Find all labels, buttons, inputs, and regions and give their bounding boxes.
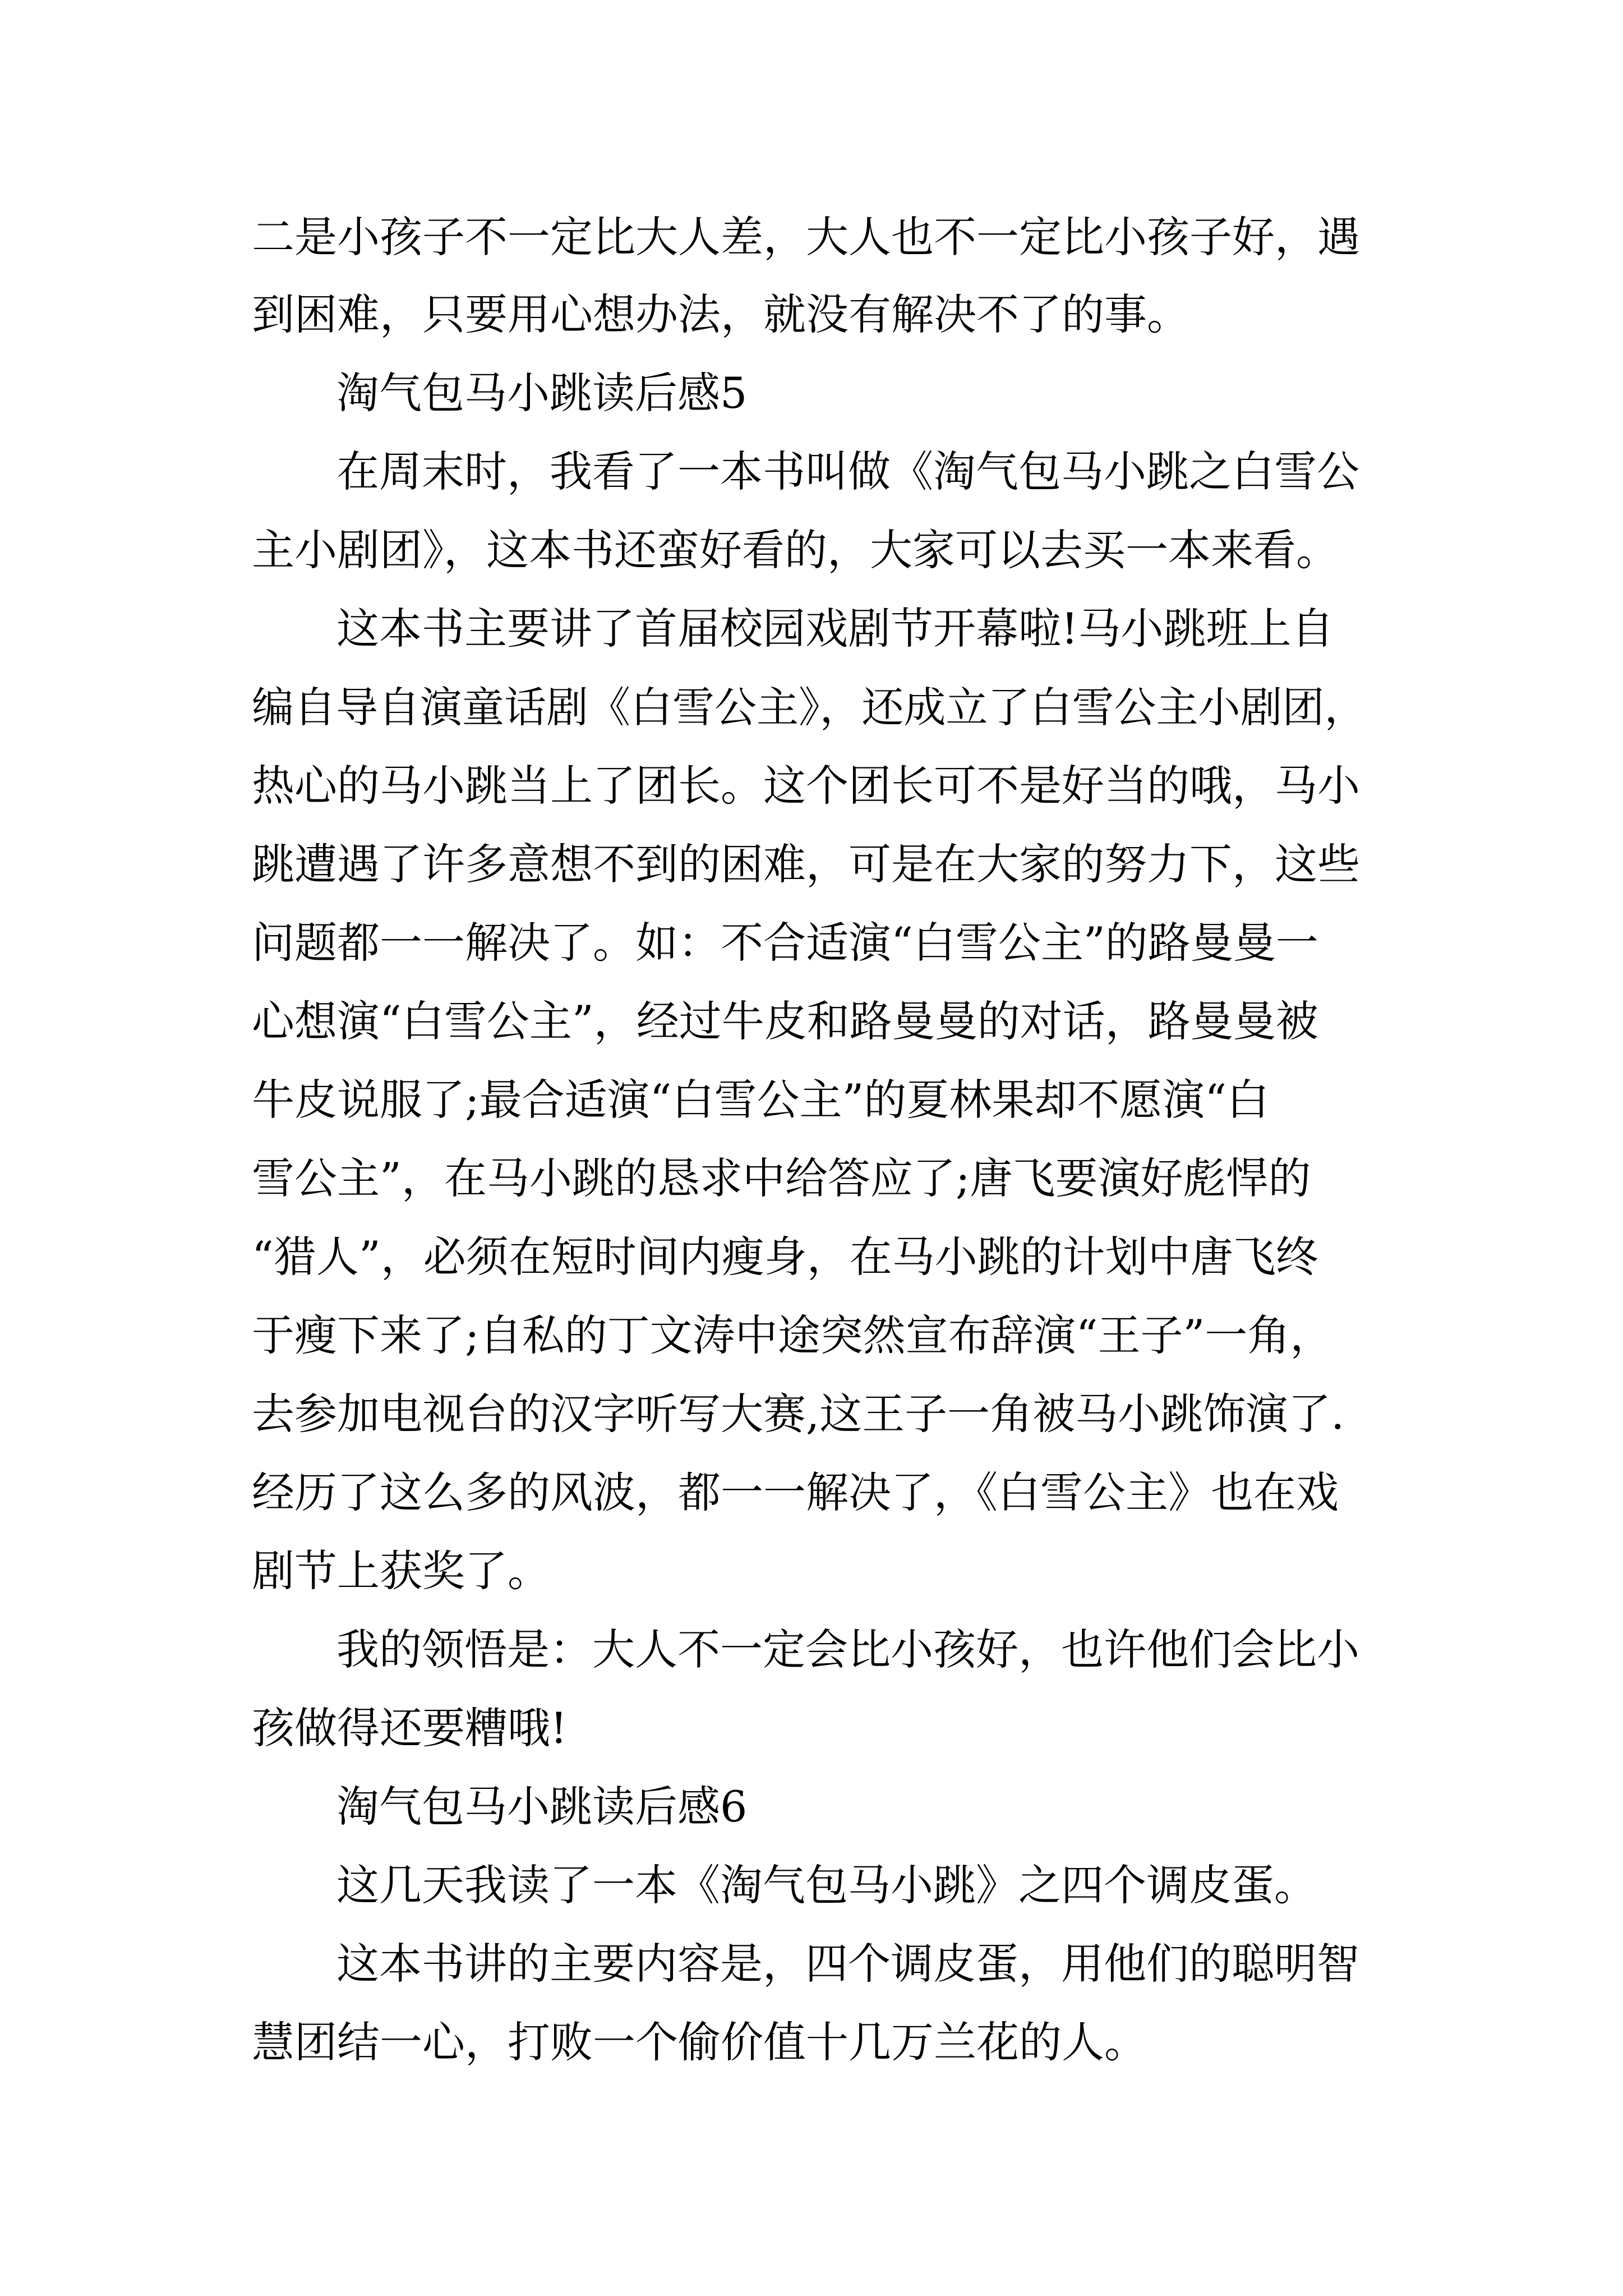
paragraph-first-line: 在周末时，我看了一本书叫做《淘气包马小跳之白雪公 [336, 447, 1359, 496]
text-line: 心想演“白雪公主”，经过牛皮和路曼曼的对话，路曼曼被 [252, 996, 1318, 1046]
text-line: 跳遭遇了许多意想不到的困难，可是在大家的努力下，这些 [252, 839, 1360, 889]
paragraph-first-line: 这几天我读了一本《淘气包马小跳》之四个调皮蛋。 [336, 1860, 1317, 1910]
text-line: 雪公主”，在马小跳的恳求中给答应了;唐飞要演好彪悍的 [252, 1153, 1311, 1203]
text-line: 到困难，只要用心想办法，就没有解决不了的事。 [252, 289, 1189, 339]
text-line: 剧节上获奖了。 [252, 1546, 550, 1596]
text-line: 孩做得还要糟哦! [252, 1703, 568, 1753]
text-line: “猎人”，必须在短时间内瘦身，在马小跳的计划中唐飞终 [252, 1232, 1318, 1282]
text-line: 热心的马小跳当上了团长。这个团长可不是好当的哦，马小 [252, 761, 1360, 811]
paragraph-first-line: 这本书主要讲了首届校园戏剧节开幕啦!马小跳班上自 [336, 604, 1334, 654]
section-heading: 淘气包马小跳读后感5 [336, 368, 748, 418]
text-line: 慧团结一心，打败一个偷价值十几万兰花的人。 [252, 2017, 1147, 2067]
text-line: 经历了这么多的风波，都一一解决了，《白雪公主》也在戏 [252, 1467, 1339, 1517]
text-line: 牛皮说服了;最合适演“白雪公主”的夏林果却不愿演“白 [252, 1075, 1270, 1125]
paragraph-first-line: 我的领悟是：大人不一定会比小孩好，也许他们会比小 [336, 1625, 1359, 1674]
section-heading: 淘气包马小跳读后感6 [336, 1782, 748, 1832]
text-line: 主小剧团》，这本书还蛮好看的，大家可以去买一本来看。 [252, 525, 1339, 575]
text-line: 二是小孩子不一定比大人差，大人也不一定比小孩子好，遇 [252, 212, 1360, 262]
text-line: 于瘦下来了;自私的丁文涛中途突然宣布辞演“王子”一角， [252, 1310, 1333, 1360]
text-line: 编自导自演童话剧《白雪公主》，还成立了白雪公主小剧团， [252, 683, 1367, 732]
text-line: 问题都一一解决了。如：不合适演“白雪公主”的路曼曼一 [252, 918, 1318, 968]
paragraph-first-line: 这本书讲的主要内容是，四个调皮蛋，用他们的聪明智 [336, 1939, 1359, 1989]
text-line: 去参加电视台的汉字听写大赛,这王子一角被马小跳饰演了. [252, 1389, 1345, 1439]
